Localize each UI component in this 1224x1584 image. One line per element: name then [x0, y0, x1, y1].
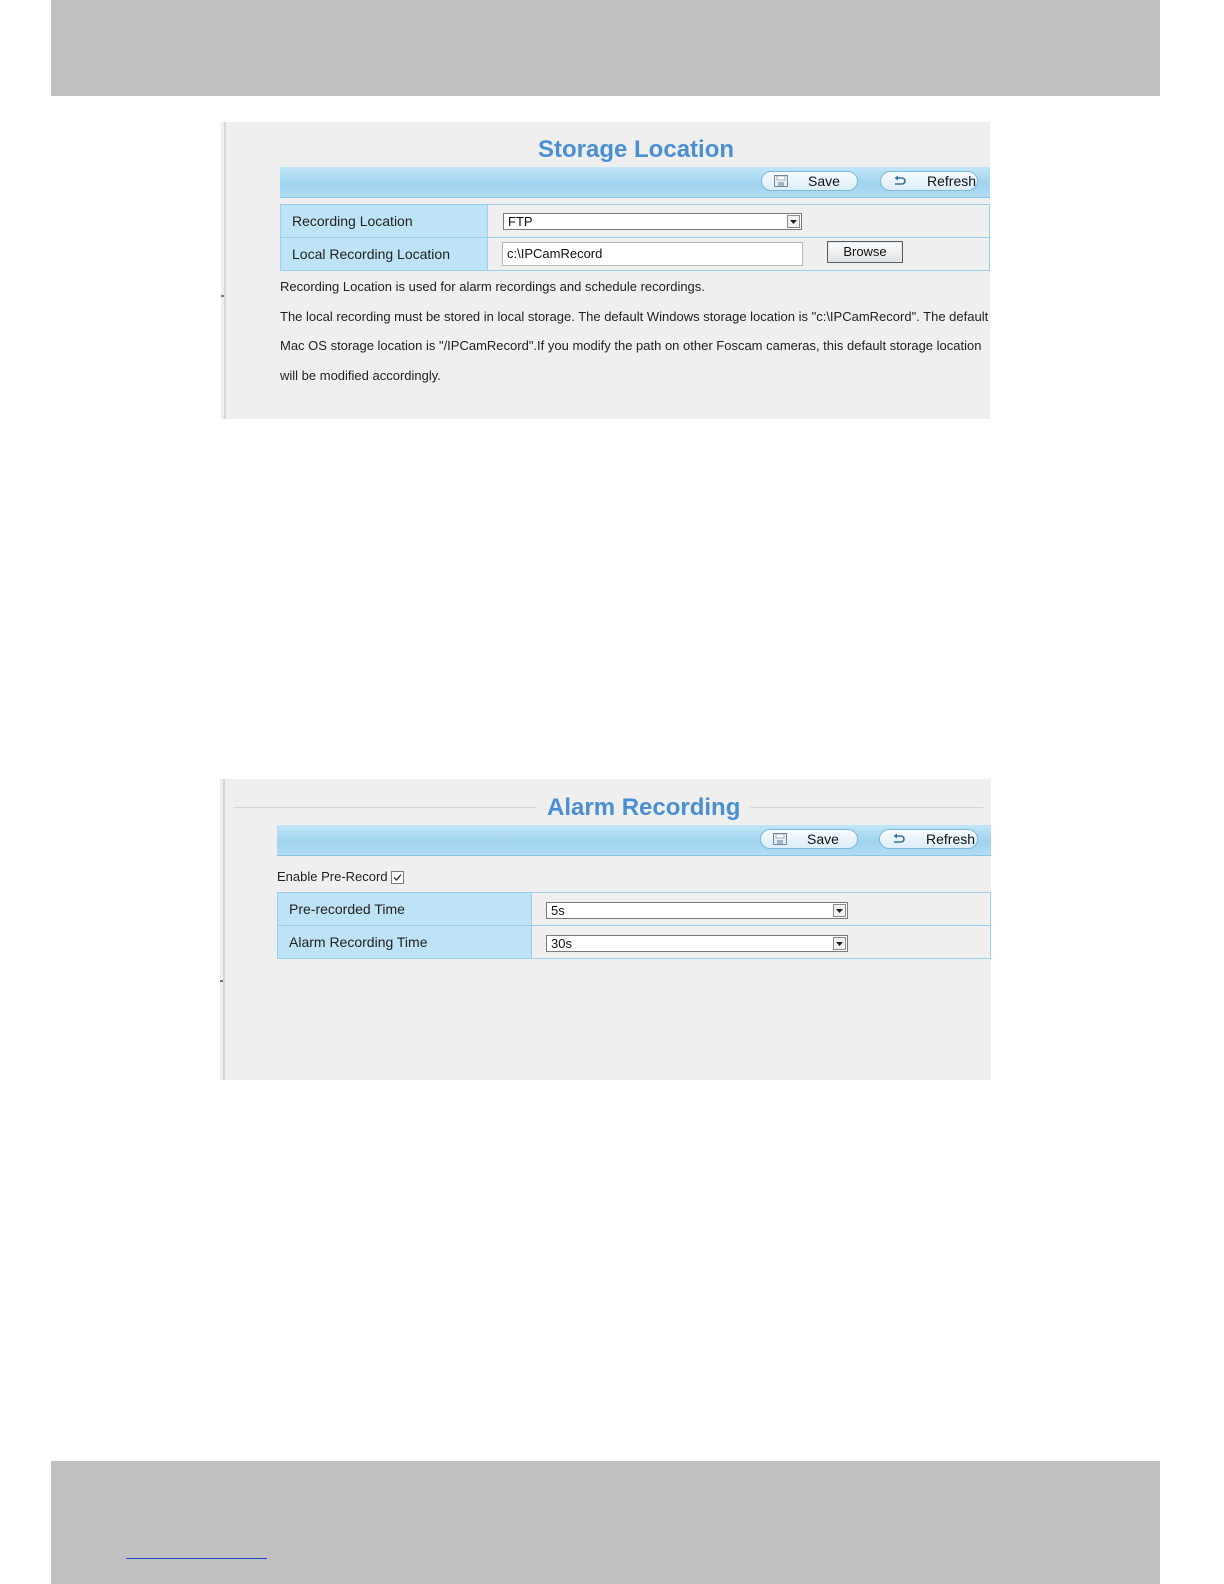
refresh-button-label: Refresh — [927, 173, 977, 189]
enable-prerecord-label: Enable Pre-Record — [277, 869, 388, 884]
save-button[interactable] — [760, 829, 858, 849]
page-footer-band — [51, 1461, 1160, 1584]
page-header-band — [51, 0, 1160, 96]
storage-settings-table — [280, 204, 990, 271]
alarm-recording-time-cell — [532, 926, 991, 959]
browse-button[interactable]: Browse — [827, 241, 903, 263]
recording-location-select[interactable] — [503, 213, 802, 230]
storage-location-panel — [221, 122, 990, 419]
refresh-button[interactable] — [879, 829, 978, 849]
storage-note-line-3: Mac OS storage location is "/IPCamRecord".If you modify the path on other Foscam cameras, this default storage location — [280, 338, 982, 353]
footer-link-underline[interactable] — [126, 1558, 267, 1559]
alarm-settings-table — [277, 892, 991, 959]
storage-location-title: Storage Location — [538, 136, 735, 163]
table-row — [278, 893, 991, 926]
storage-note-line-2: The local recording must be stored in local storage. The default Windows storage location is "c:\IPCamRecord". The default — [280, 309, 989, 324]
alarm-recording-time-select[interactable] — [546, 935, 848, 952]
panel-left-rule — [223, 779, 225, 1080]
alarm-recording-title: Alarm Recording — [537, 794, 750, 822]
edge-mark — [221, 295, 224, 297]
refresh-arrow-icon — [893, 175, 907, 187]
enable-prerecord-row — [277, 869, 404, 884]
chevron-down-icon[interactable] — [833, 904, 846, 917]
save-button[interactable] — [761, 171, 858, 191]
recording-location-label: Recording Location — [281, 205, 488, 238]
refresh-arrow-icon — [892, 833, 906, 845]
storage-note-line-4: will be modified accordingly. — [280, 368, 441, 383]
panel-left-rule — [224, 122, 226, 419]
pre-recorded-time-value: 5s — [551, 903, 565, 918]
table-row — [278, 926, 991, 959]
recording-location-value: FTP — [508, 214, 533, 229]
checkmark-icon — [393, 873, 402, 882]
alarm-recording-panel — [220, 779, 991, 1080]
local-recording-location-cell — [488, 238, 990, 271]
table-row — [281, 238, 990, 271]
recording-location-cell — [488, 205, 990, 238]
chevron-down-icon[interactable] — [833, 937, 846, 950]
local-recording-location-label: Local Recording Location — [281, 238, 488, 271]
table-row — [281, 205, 990, 238]
local-recording-path-input[interactable]: c:\IPCamRecord — [502, 242, 803, 266]
floppy-disk-icon — [774, 175, 788, 187]
save-button-label: Save — [807, 831, 839, 847]
alarm-recording-time-label: Alarm Recording Time — [278, 926, 532, 959]
storage-note-line-1: Recording Location is used for alarm recordings and schedule recordings. — [280, 279, 705, 294]
save-button-label: Save — [808, 173, 840, 189]
edge-mark — [220, 980, 223, 982]
alarm-recording-time-value: 30s — [551, 936, 572, 951]
floppy-disk-icon — [773, 833, 787, 845]
pre-recorded-time-select[interactable] — [546, 902, 848, 919]
refresh-button-label: Refresh — [926, 831, 976, 847]
chevron-down-icon[interactable] — [787, 215, 800, 228]
storage-toolbar — [280, 167, 990, 198]
enable-prerecord-checkbox[interactable] — [391, 871, 404, 884]
pre-recorded-time-cell — [532, 893, 991, 926]
pre-recorded-time-label: Pre-recorded Time — [278, 893, 532, 926]
alarm-toolbar — [277, 825, 991, 856]
refresh-button[interactable] — [880, 171, 978, 191]
